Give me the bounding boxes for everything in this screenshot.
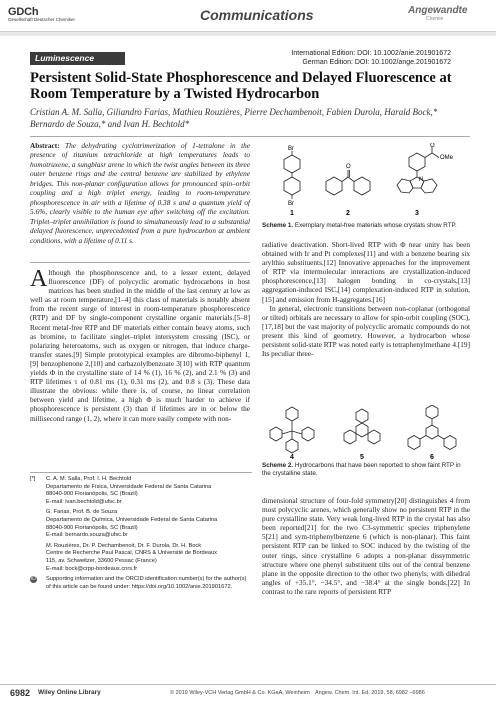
affiliation-line: Departamento de Química, Universidade Federal de Santa Catarina — [46, 516, 218, 523]
abstract-label: Abstract: — [30, 141, 60, 150]
doi-german[interactable]: German Edition: DOI: 10.1002/ange.201901672 — [302, 59, 451, 66]
oxygen-label: O — [346, 164, 351, 170]
body-left-text: lthough the phosphorescence and, to a lesser extent, delayed fluorescence (DF) of polycyclic aromatic hydrocarbons in host matrices has been studied in the middle of the last century at low as well as at room temperature,[1–4] this class of materials is notably absent from the recent surge of interest in room-temperature phosphorescence (RTP) and DF by single-component crystalline organic materials.[5–8] Recent metal-free RTP and DF materials either contain heavy atoms, such as bromine, to facilitate singlet–triplet intersystem crossing (ISC), or polarizing heteroatoms, such as oxygen or nitrogen, that induce charge-transfer states.[9] Simple prototypical examples are dibromo-biphenyl 1,[9] benzophenone 2,[10] and carbazolylbenzoate 3[10] with RTP quantum yields Φ in the crystalline state of 14 % (1), 16 % (2), and 2.1 % (3) and RTP lifetimes τ of 0.81 ms (1), 0.31 ms (2), and 0.8 s (3). These data illustrate the obvious: while there is, of course, no linear correlation between yield and lifetime, a high Φ is much harder to achieve if phosphorescence is persistent (3) than if lifetimes are in or below the millisecond range (1, 2), where it can more easily compete with non- — [30, 268, 250, 423]
abstract — [30, 141, 250, 245]
compound-label-6: 6 — [430, 454, 434, 460]
affiliation-mark: [*] — [30, 476, 36, 482]
scheme-2-label: Scheme 2. — [262, 462, 294, 469]
wiley-online-library-link[interactable]: Wiley Online Library — [38, 689, 101, 696]
copyright: © 2019 Wiley-VCH Verlag GmbH & Co. KGaA, Weinheim — [170, 690, 310, 696]
scheme-1-text: Exemplary metal-free materials whose crystals show RTP. — [294, 222, 457, 229]
supporting-info-text[interactable]: Supporting information and the ORCID identification number(s) for the author(s) of this article can be found under: https://doi.org/10.1002/anie.201901672. — [46, 576, 247, 590]
affiliation-line: G. Farias, Prof. B. de Souza — [46, 509, 118, 516]
carbonyl-oxygen-label: O — [430, 143, 435, 149]
abstract-text: The dehydrating cyclotrimerization of 1-tetralone in the presence of titanium tetrachloride at high temperatures leads to homotruxene, a sungblasr arene in which the twist angles between its three outer benzene rings and the central benzene are stabilized by ethylene bridges. This non-planar configuration allows for pronounced spin–orbit coupling and a high triplet energy, leading to room-temperature phosphorescence in air with a lifetime of 0.38 s and a quantum yield of 5.6%, clearly visible to the human eye after switching off the excitation. Triplet–triplet annihilation is found to simultaneously lead to a substantial delayed fluorescence, unprecedented from a pure hydrocarbon at ambient conditions, with a lifetime of 0.11 s. — [30, 141, 251, 245]
compound-label-2: 2 — [346, 210, 350, 217]
compound-label-4: 4 — [290, 454, 294, 460]
body-right-column-bottom — [262, 496, 470, 596]
doi-international[interactable]: International Edition: DOI: 10.1002/anie.201901672 — [291, 50, 451, 57]
angewandte-logo-line2: Chemie — [426, 16, 444, 22]
body-left-column — [30, 268, 250, 423]
affiliation-rule — [30, 472, 252, 473]
header-rule — [0, 31, 496, 36]
compound-label-3: 3 — [415, 210, 419, 217]
body-right-text-3: dimensional structure of four-fold symmetry[20] distinguishes 4 from most polycyclic arenes, which generally show no persistent RTP in the pure crystalline state. Very weak long-lived RTP in the crystal has also been reported[21] for the two C3-symmetric species triphenylene 5[21] and sym-triphenylbenzene 6 (which is non-planar). This faint persistent RTP can be linked to SOC induced by the twisting of the outer rings, since crystalline 6 adopts a non-planar dissymmetric structure where one phenyl substituent tilts out of the central benzene plane in the opposite direction to the other two phenyls, with dihedral angles of +35.1°, −34.5°, and −38.4° at the single bonds.[22] In contrast to the rare reports of persistent RTP — [262, 496, 470, 596]
nitrogen-label: N — [419, 177, 424, 183]
compound-label-1: 1 — [290, 210, 294, 217]
drop-cap: A — [30, 266, 48, 292]
affiliation-line: Centre de Recherche Paul Pascal, CNRS & Université de Bordeaux — [46, 550, 218, 557]
affiliation-email[interactable]: E-mail: ivan.bechtold@ufsc.br — [46, 498, 122, 505]
body-right-text-1: radiative deactivation. Short-lived RTP with Φ near unity has been obtained with Ir and Pt complexes[11] and with a benzene bearing six arylthio substituents.[12] Innovative approaches for the improvement of RTP via intermolecular interactions are crystallization-induced phosphorescence,[13] halogen bonding in co-crystals,[13] aggregation-induced ISC,[14] complexation-induced RTP in solution,[15] and emission from H-aggregates.[16] — [262, 240, 470, 304]
footer-rule — [0, 684, 496, 685]
gdch-logo-subtext: Gesellschaft Deutscher Chemiker — [8, 17, 76, 22]
affiliation-email[interactable]: E-mail: bock@crpp-bordeaux.cnrs.fr — [46, 565, 138, 572]
author-list: Cristian A. M. Salla, Giliandro Farias, Mathieu Rouzières, Pierre Dechambenoit, Fabien Durola, Harald Bock,* Bernardo de Souza,* and Ivan H. Bechtold* — [30, 107, 438, 129]
compound-3-structure — [397, 147, 439, 193]
compound-6-structure — [408, 405, 456, 450]
scheme-2-figure — [262, 405, 470, 460]
affiliation-line: 88040-900 Florianópolis, SC (Brazil) — [46, 524, 138, 531]
category-tag: Luminescence — [30, 52, 125, 65]
page-header — [0, 0, 496, 40]
affiliation-line: 88040-900 Florianópolis, SC (Brazil) — [46, 491, 138, 498]
title-rule — [30, 136, 470, 137]
affiliation-line: 115, av. Schweitzer, 33600 Pessac (France) — [46, 557, 157, 564]
scheme-1-caption — [262, 222, 470, 229]
citation: Angew. Chem. Int. Ed. 2019, 58, 6982 –6986 — [315, 690, 425, 696]
affiliation-email[interactable]: E-mail: bernardo.souza@ufsc.br — [46, 532, 128, 539]
affiliation-line: M. Rouzières, Dr. P. Dechambenoit, Dr. F. Durola, Dr. H. Bock — [46, 542, 202, 549]
gdch-logo-text: GDCh — [8, 6, 39, 18]
scheme-2-text: Hydrocarbons that have been reported to show faint RTP in the crystalline state. — [262, 462, 461, 477]
affiliation-line: C. A. M. Salla, Prof. I. H. Bechtold — [46, 476, 132, 482]
methoxy-label: OMe — [440, 155, 454, 161]
body-right-column-top — [262, 240, 470, 358]
article-title: Persistent Solid-State Phosphorescence and Delayed Fluorescence at Room Temperature by a Twisted Hydrocarbon — [30, 70, 452, 102]
affiliation-line: Departamento de Física, Universidade Federal de Santa Catarina — [46, 483, 212, 490]
compound-5-structure — [344, 409, 380, 444]
compound-1-structure — [284, 151, 300, 199]
supporting-info — [30, 576, 252, 591]
scheme-2-caption — [262, 462, 470, 478]
bromine-label-top: Br — [288, 146, 294, 152]
scheme-1-label: Scheme 1. — [262, 222, 294, 229]
angewandte-logo-line1: Angewandte — [408, 5, 468, 16]
abstract-rule — [30, 262, 250, 263]
compound-2-structure — [326, 170, 370, 195]
scheme-1-figure — [262, 143, 470, 218]
angewandte-logo — [408, 5, 488, 31]
orcid-icon: iD — [31, 576, 36, 583]
compound-label-5: 5 — [360, 454, 364, 460]
section-heading: Communications — [200, 7, 314, 23]
compound-4-structure — [270, 407, 314, 453]
body-right-text-2: In general, electronic transitions between non-coplanar (orthogonal or tilted) orbitals are necessary to allow for spin-orbit coupling (SOC),[17,18] but the vast majority of polycyclic aromatic compounds do not present this kind of geometry. However, a hydrocarbon whose persistent solid-state RTP was noted early is tetraphenylmethane 4.[19] Its peculiar three- — [262, 303, 470, 359]
bromine-label-bottom: Br — [288, 201, 294, 207]
page-number: 6982 — [10, 688, 31, 698]
gdch-logo — [8, 6, 75, 22]
affiliations — [30, 476, 252, 591]
